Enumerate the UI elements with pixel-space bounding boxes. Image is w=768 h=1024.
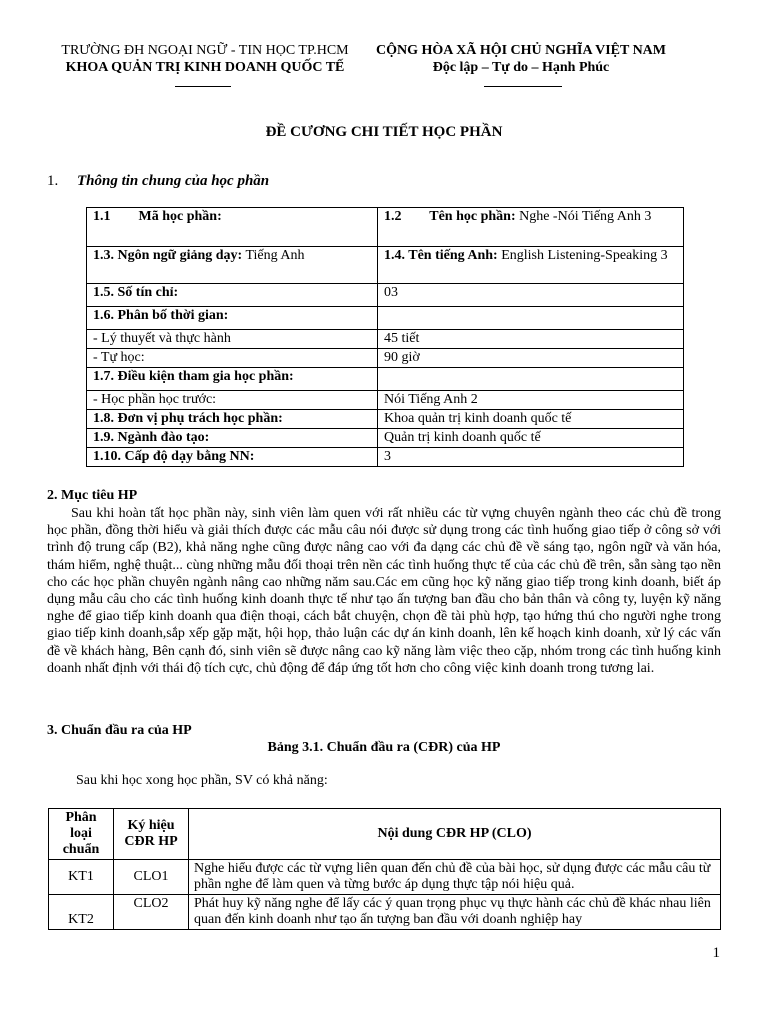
table-row bbox=[87, 448, 684, 467]
table-row bbox=[49, 860, 721, 895]
clo-code-cell: CLO1 bbox=[114, 860, 189, 895]
course-name-value: Nghe -Nói Tiếng Anh 3 bbox=[515, 209, 652, 224]
prerequisite-conditions-label: 1.7. Điều kiện tham gia học phần: bbox=[93, 369, 294, 384]
course-info-table bbox=[86, 207, 684, 467]
table-row bbox=[87, 330, 684, 368]
table-row bbox=[87, 410, 684, 429]
header-right-underline bbox=[484, 86, 562, 87]
prior-course-value: Nói Tiếng Anh 2 bbox=[384, 392, 478, 407]
course-name-label: 1.2 Tên học phần: bbox=[384, 209, 516, 224]
table-row bbox=[87, 208, 684, 247]
section-1-number: 1. bbox=[47, 173, 59, 189]
clo-code-cell: CLO2 bbox=[114, 895, 189, 930]
section-2-heading: 2. Mục tiêu HP bbox=[47, 488, 138, 503]
national-header bbox=[360, 42, 682, 76]
section-1-heading bbox=[47, 173, 269, 190]
table-row bbox=[49, 895, 721, 930]
table-caption: Bảng 3.1. Chuẩn đầu ra (CĐR) của HP bbox=[267, 740, 501, 755]
language-value: Tiếng Anh bbox=[242, 248, 305, 263]
self-study-value: 90 giờ bbox=[384, 350, 420, 365]
table-row bbox=[87, 391, 684, 410]
learning-outcomes-intro: Sau khi học xong học phần, SV có khả năng: bbox=[76, 773, 328, 788]
table-row bbox=[87, 429, 684, 448]
header-clo-code: Ký hiệu CĐR HP bbox=[114, 809, 189, 860]
classification-cell: KT2 bbox=[49, 895, 114, 930]
objectives-paragraph bbox=[47, 505, 721, 677]
self-study-label: - Tự học: bbox=[93, 350, 145, 365]
major-value: Quản trị kinh doanh quốc tế bbox=[384, 430, 541, 445]
english-name-value: English Listening-Speaking 3 bbox=[497, 248, 668, 263]
university-name: TRƯỜNG ĐH NGOẠI NGỮ - TIN HỌC TP.HCM bbox=[61, 43, 349, 58]
faculty-name: KHOA QUẢN TRỊ KINH DOANH QUỐC TẾ bbox=[65, 60, 345, 75]
credits-value: 03 bbox=[384, 285, 398, 300]
language-level-value: 3 bbox=[384, 449, 391, 464]
clo-content-cell: Phát huy kỹ năng nghe để lấy các ý quan trọng phục vụ thực hành các chủ đề khác nhau liên quan đến kinh doanh như tạo ấn tượng ban đầu với doanh nghiệp hay bbox=[189, 895, 721, 930]
responsible-unit-value: Khoa quản trị kinh doanh quốc tế bbox=[384, 411, 572, 426]
language-label: 1.3. Ngôn ngữ giảng dạy: bbox=[93, 248, 243, 263]
responsible-unit-label: 1.8. Đơn vị phụ trách học phần: bbox=[93, 411, 283, 426]
page-number: 1 bbox=[712, 945, 720, 961]
institution-header bbox=[40, 42, 370, 76]
table-header-row bbox=[49, 809, 721, 860]
theory-practice-label: - Lý thuyết và thực hành bbox=[87, 330, 377, 349]
time-allocation-label: 1.6. Phân bố thời gian: bbox=[93, 308, 229, 323]
section-1-title: Thông tin chung của học phần bbox=[77, 173, 270, 189]
clo-content-cell: Nghe hiểu được các từ vựng liên quan đến chủ đề của bài học, sử dụng được các mẫu câu từ phần nghe để làm quen và từng bước áp dụng thực tập nói hiệu quả. bbox=[189, 860, 721, 895]
header-left-underline bbox=[175, 86, 231, 87]
table-row bbox=[87, 368, 684, 391]
section-3-heading: 3. Chuẩn đầu ra của HP bbox=[47, 723, 192, 738]
republic-name: CỘNG HÒA XÃ HỘI CHỦ NGHĨA VIỆT NAM bbox=[375, 43, 666, 58]
header-classification: Phân loại chuẩn bbox=[49, 809, 114, 860]
major-label: 1.9. Ngành đào tạo: bbox=[93, 430, 210, 445]
document-title: ĐỀ CƯƠNG CHI TIẾT HỌC PHẦN bbox=[265, 124, 503, 140]
national-motto: Độc lập – Tự do – Hạnh Phúc bbox=[432, 60, 610, 75]
table-row bbox=[87, 307, 684, 330]
table-row bbox=[87, 247, 684, 284]
prior-course-label: - Học phần học trước: bbox=[93, 392, 217, 407]
language-level-label: 1.10. Cấp độ dạy bằng NN: bbox=[93, 449, 255, 464]
learning-outcomes-table bbox=[48, 808, 721, 930]
english-name-label: 1.4. Tên tiếng Anh: bbox=[384, 248, 498, 263]
table-row bbox=[87, 284, 684, 307]
header-clo-content: Nội dung CĐR HP (CLO) bbox=[189, 809, 721, 860]
objectives-text: Sau khi hoàn tất học phần này, sinh viên làm quen với rất nhiều các từ vựng chuyên ngành theo các chủ đề trong học phần, đồng thời hiểu và giải thích được các mẫu câu nói được sử dụng trong các tình huống giao tiếp ở công sở với trình độ trung cấp (B2), khả năng nghe cũng được nâng cao với đa dạng các chủ đề về sáng tạo, ngôn ngữ và văn hóa, thám hiểm, nghệ thuật... cùng những mẫu đối thoại trên nền các tình huống thực tế của các chủ đề trên, sẵn sàng tạo nền cho các học phần chuyên ngành nâng cao những năm sau.Các em cũng học kỹ năng giao tiếp trong kinh doanh, biết áp dụng mẫu câu cho các tình huống kinh doanh thực tế như tạo ấn tượng ban đầu cho bản thân và công ty, luyện kỹ năng nghe để giao tiếp kinh doanh qua điện thoại, cách bắt chuyện, chọn đề tài phù hợp, tạo hứng thú cho người nghe trong giao tiếp kinh doanh,sắp xếp gặp mặt, hội họp, thảo luận các dự án kinh doanh, lên kế hoạch kinh doanh, xử lý các vấn đề về khách hàng, Bên cạnh đó, sinh viên sẽ được nâng cao kỹ năng làm việc theo cặp, nhóm trong các tình huống kinh doanh nhất định với thái độ tích cực, chủ động để đáp ứng tốt hơn cho công việc kinh doanh trong tương lai. bbox=[47, 506, 721, 676]
credits-label: 1.5. Số tín chỉ: bbox=[93, 285, 179, 300]
course-code-label: 1.1 Mã học phần: bbox=[93, 209, 222, 224]
theory-practice-value: 45 tiết bbox=[378, 330, 683, 349]
classification-cell: KT1 bbox=[49, 860, 114, 895]
